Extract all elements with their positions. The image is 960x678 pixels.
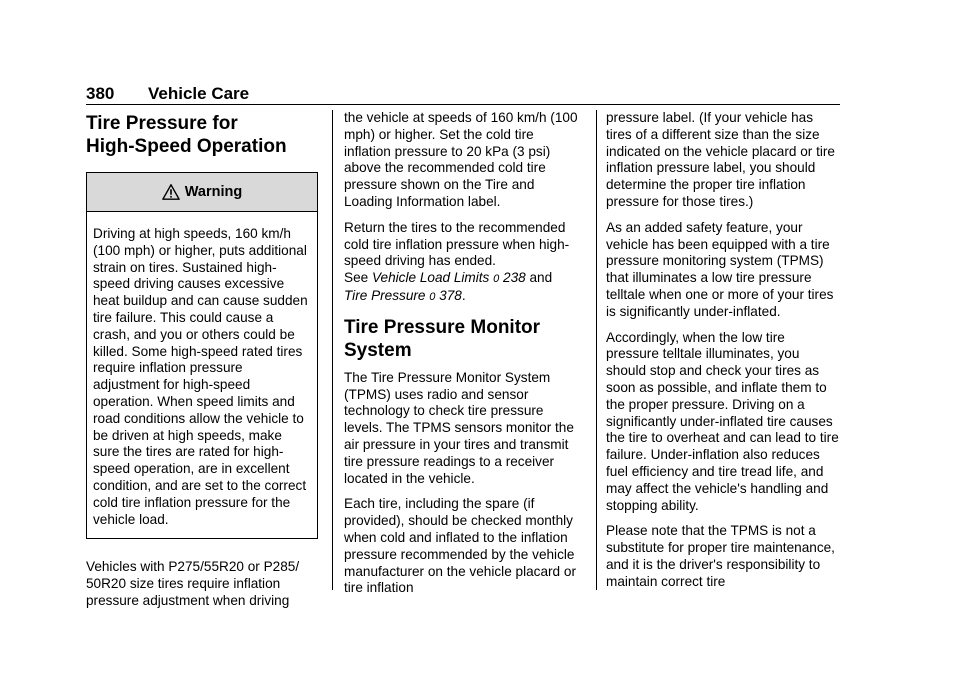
page-ref-arrow-icon: 0 [493, 273, 500, 286]
page-ref-arrow-icon: 0 [429, 290, 436, 303]
paragraph: Please note that the TPMS is not a substitute for proper tire maintenance, and it is the driver's responsibility to maintain correct tire [606, 523, 835, 589]
link-tire-pressure[interactable]: Tire Pressure 0 378 [344, 287, 462, 303]
page-number: 380 [86, 84, 115, 103]
warning-header [87, 173, 317, 212]
column-divider-1 [332, 110, 333, 590]
page-header [86, 84, 840, 106]
warning-triangle-icon [162, 183, 180, 201]
paragraph: the vehicle at speeds of 160 km/h (100 mph) or higher. Set the cold tire inflation pressure to 20 kPa (3 psi) above the recommended cold tire pressure shown on the Tire and Loading Information label. [344, 110, 578, 209]
heading-tpms: Tire Pressure Monitor System [344, 316, 541, 361]
section-title: Vehicle Care [148, 84, 250, 103]
column-divider-2 [596, 110, 597, 590]
paragraph: Accordingly, when the low tire pressure telltale illuminates, you should stop and check your tires as soon as possible, and inflate them to the proper pressure. Driving on a significantly under-inflated tire causes the tire to overheat and can lead to tire failure. Under-inflation also reduces fuel efficiency and tire tread life, and may affect the vehicle's handling and stopping ability. [606, 329, 839, 513]
header-rule [86, 104, 840, 105]
paragraph: Vehicles with P275/55R20 or P285/ 50R20 size tires require inflation pressure adjustment when driving [86, 559, 300, 608]
warning-title: Warning [184, 183, 243, 200]
paragraph: The Tire Pressure Monitor System (TPMS) uses radio and sensor technology to check tire pressure levels. The TPMS sensors monitor the air pressure in your tires and transmit tire pressure readings to a receiver located in the vehicle. [344, 369, 574, 486]
column-1 [86, 110, 320, 619]
column-3 [606, 110, 840, 600]
paragraph: pressure label. (If your vehicle has tires of a different size than the size indicated on the vehicle placard or tire inflation pressure label, you should determine the proper tire inflation pressure for those tires.) [606, 110, 835, 209]
paragraph: Return the tires to the recommended cold tire inflation pressure when high-speed driving has ended. See Vehicle Load Limits 0 238 and Tire Pressure 0 378. [344, 219, 570, 303]
paragraph: Each tire, including the spare (if provided), should be checked monthly when cold and inflated to the inflation pressure recommended by the vehicle manufacturer on the vehicle placard or tire inflation [344, 496, 576, 596]
warning-box [86, 172, 318, 539]
warning-body: Driving at high speeds, 160 km/h (100 mph) or higher, puts additional strain on tires. Sustained high-speed driving causes excessive heat buildup and can cause sudden tire failure. This could cause a crash, and you or others could be killed. Some high-speed rated tires require inflation pressure adjustment for high-speed operation. When speed limits and road conditions allow the vehicle to be driven at high speeds, make sure the tires are rated for high-speed operation, are in excellent condition, and are set to the correct cold tire inflation pressure for the vehicle load. [93, 226, 308, 527]
column-2 [344, 110, 584, 606]
heading-high-speed: Tire Pressure for High-Speed Operation [86, 113, 287, 157]
link-vehicle-load-limits[interactable]: Vehicle Load Limits 0 238 [371, 270, 526, 286]
paragraph: As an added safety feature, your vehicle has been equipped with a tire pressure monitoring system (TPMS) that illuminates a low tire pressure telltale when one or more of your tires is significantly under-inflated. [606, 219, 834, 319]
